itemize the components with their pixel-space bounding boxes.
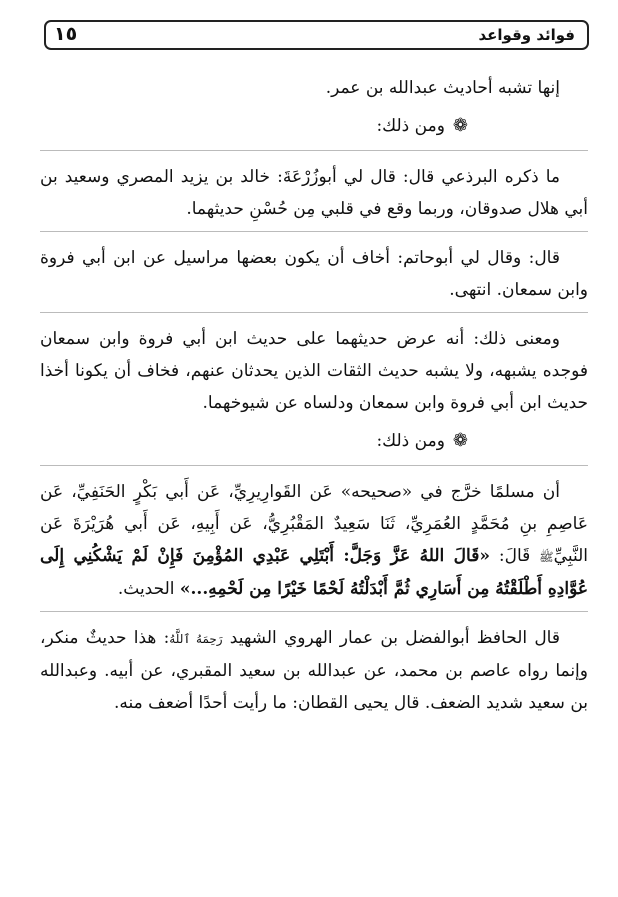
divider: [40, 611, 588, 612]
hadith-matn: «قَالَ اللهُ عَزَّ وَجَلَّ: أَبْتَلِي عَبْدِي المُؤْمِنَ فَإِنْ لَمْ يَشْكُنِي إِلَى عُوَّادِهِ أَطْلَقْتُهُ مِن أَسَارِي ثُمَّ أَبْدَلْتُهُ لَحْمًا خَيْرًا مِن لَحْمِهِ...»: [40, 546, 588, 599]
divider: [40, 150, 588, 151]
paragraph-4: ومعنى ذلك: أنه عرض حديثهما على حديث ابن أبي فروة وابن سمعان فوجده يشبهه، ولا يشبه حديث الثقات الذين يحدثان عنهم، فخاف أن يكونا أخذا حديث ابن أبي فروة وابن سمعان ودلساه عن شيوخهما.: [40, 329, 588, 413]
paragraph-6: [40, 622, 588, 719]
section-marker-2: [40, 425, 588, 457]
divider: [40, 312, 588, 313]
divider: [40, 465, 588, 466]
paragraph-6-rest: : هذا حديثٌ منكر، وإنما رواه عاصم بن محمد، عن عبدالله بن سعيد المقبري، عن أبيه. وعبدالله بن سعيد شديد الضعف. قال يحيى القطان: ما رأيت أحدًا أضعف منه.: [40, 628, 588, 713]
page-body: [40, 72, 588, 725]
header-title: فوائد وقواعد: [478, 26, 575, 44]
paragraph-6-start: قال الحافظ أبوالفضل بن عمار الهروي الشهيد: [222, 628, 560, 648]
paragraph-2: ما ذكره البرذعي قال: قال لي أبوزُرْعَةَ: خالد بن يزيد المصري وسعيد بن أبي هلال صدوقان، وربما وقع في قلبي مِن حُسْنِ حديثهما.: [40, 167, 588, 219]
hadith-isnad: أن مسلمًا خرَّج في «صحيحه» عَن القَوارِيرِيِّ، عَن أَبي بَكْرٍ الحَنَفِيِّ، عَن عَاصِمِ بنِ مُحَمَّدٍ العُمَرِيِّ، ثَنَا سَعِيدٌ المَقْبُرِيُّ، عَن أَبِيهِ، عَن أَبي هُرَيْرَةَ عَن النَّبِيِّ: [40, 482, 589, 566]
flower-ornament-icon: ❁: [452, 430, 468, 451]
honorific-symbol: رَحِمَهُ ٱللَّهُ: [169, 632, 223, 646]
divider: [40, 231, 588, 232]
hadith-qala: قَالَ:: [489, 546, 540, 566]
section-marker-1: [40, 110, 588, 142]
section-heading-2: ومن ذلك:: [376, 431, 445, 451]
paragraph-5: [40, 476, 588, 605]
flower-ornament-icon: ❁: [452, 115, 468, 136]
hadith-tail: الحديث.: [117, 579, 180, 599]
salutation-symbol: ﷺ: [539, 550, 554, 564]
paragraph-3: قال: وقال لي أبوحاتم: أخاف أن يكون بعضها مراسيل عن ابن أبي فروة وابن سمعان. انتهى.: [40, 248, 588, 300]
paragraph-1: إنها تشبه أحاديث عبدالله بن عمر.: [325, 78, 560, 98]
section-heading-1: ومن ذلك:: [376, 116, 445, 136]
running-header: [44, 20, 589, 50]
page-number: ١٥: [54, 23, 78, 45]
